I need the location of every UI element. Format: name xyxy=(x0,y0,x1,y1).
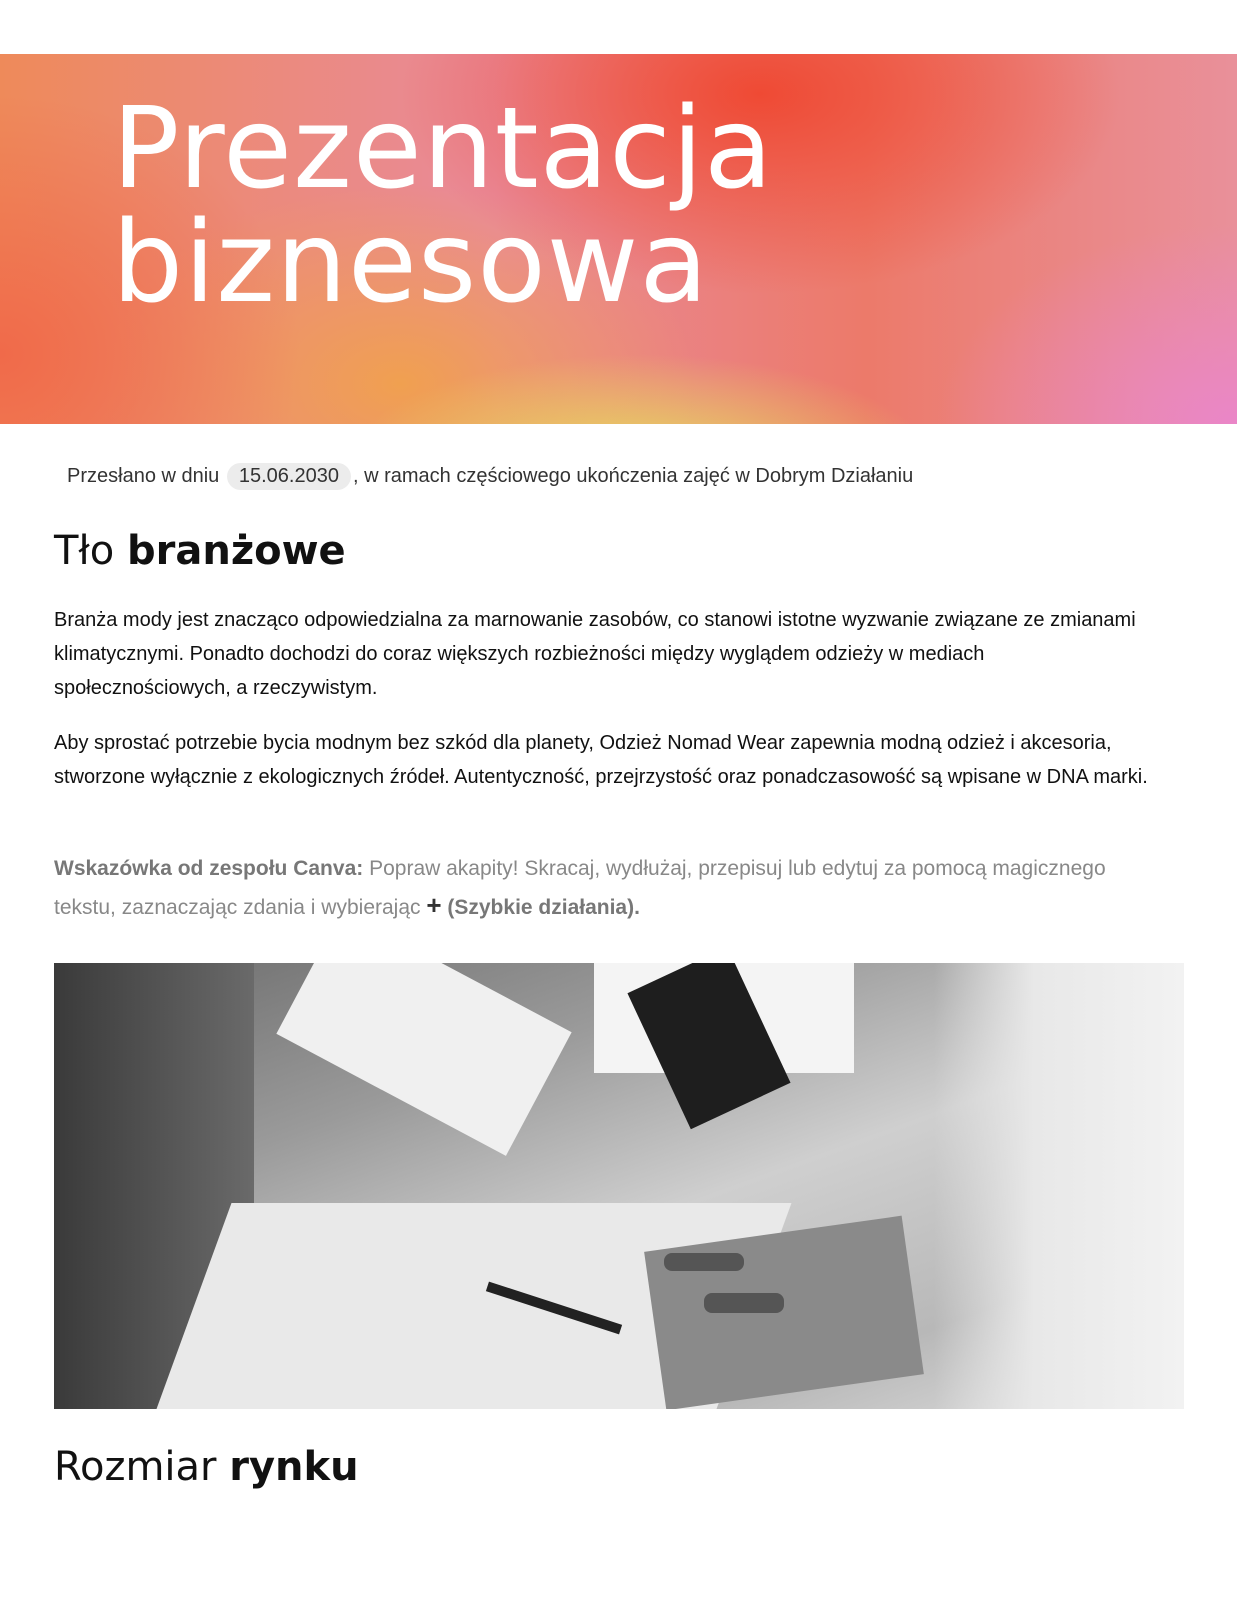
canva-tip: Wskazówka od zespołu Canva: Popraw akapity! Skracaj, wydłużaj, przepisuj lub edytuj za pomocą magicznego tekstu, zaznaczając zdania i wybierając + (Szybkie działania). xyxy=(54,857,1106,920)
submission-suffix: , w ramach częściowego ukończenia zajęć w Dobrym Działaniu xyxy=(352,465,914,487)
page-title: Prezentacja biznesowa xyxy=(112,84,774,328)
submission-line xyxy=(67,463,913,490)
team-working-photo xyxy=(54,963,1184,1409)
hero-banner xyxy=(0,54,1237,424)
paragraph: Branża mody jest znacząco odpowiedzialna za marnowanie zasobów, co stanowi istotne wyzwanie związane ze zmianami klimatycznymi. Ponadto dochodzi do coraz większych rozbieżności między wyglądem odzieży w mediach społecznościowych, a rzeczywistym. xyxy=(54,609,1136,699)
date-badge: 15.06.2030 xyxy=(227,463,351,490)
section-heading-market-size: Rozmiar rynku xyxy=(54,1444,359,1490)
section-heading-industry: Tło branżowe xyxy=(54,528,346,574)
paragraph: Aby sprostać potrzebie bycia modnym bez szkód dla planety, Odzież Nomad Wear zapewnia modną odzież i akcesoria, stworzone wyłącznie z ekologicznych źródeł. Autentyczność, przejrzystość oraz ponadczasowość są wpisane w DNA marki. xyxy=(54,732,1148,788)
plus-icon: + xyxy=(426,890,442,920)
submission-prefix: Przesłano w dniu xyxy=(67,465,220,487)
